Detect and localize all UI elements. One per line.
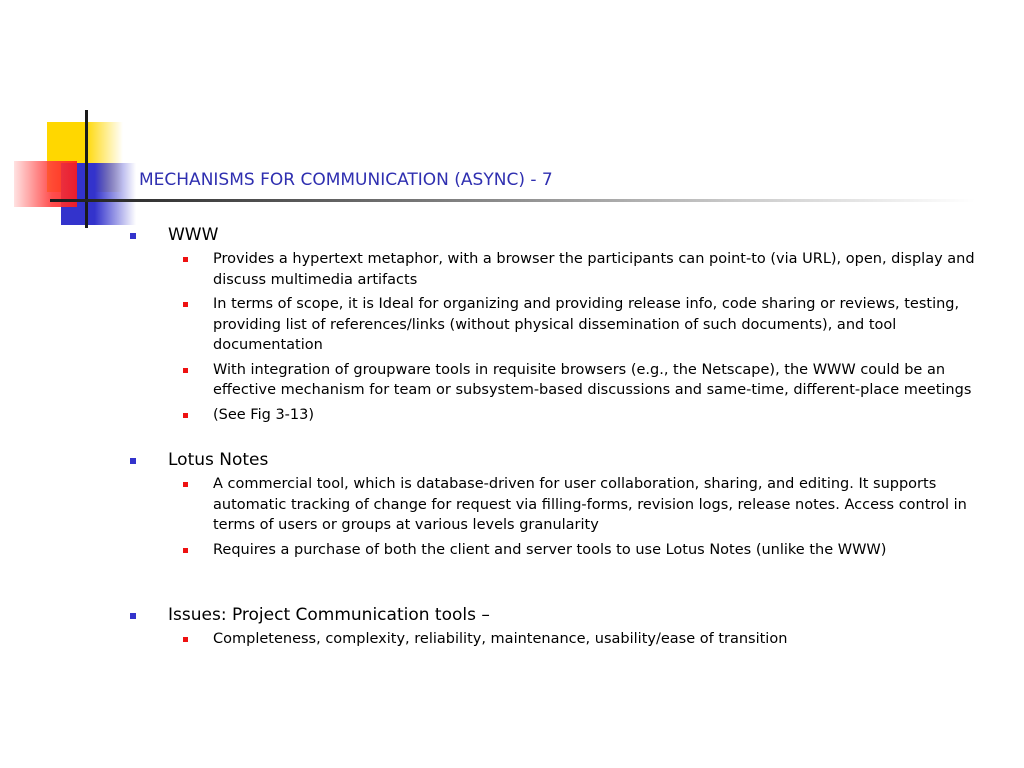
red-square-bullet-icon	[183, 637, 188, 642]
slide-content	[130, 224, 990, 654]
slide-title: MECHANISMS FOR COMMUNICATION (ASYNC) - 7	[139, 170, 553, 190]
sub-bullet-item	[213, 249, 990, 290]
level1-item	[130, 604, 990, 626]
section-heading: Issues: Project Communication tools –	[168, 605, 490, 625]
sub-bullet-text: Requires a purchase of both the client and server tools to use Lotus Notes (unlike the WWW)	[213, 541, 887, 558]
sub-bullet-text: Provides a hypertext metaphor, with a browser the participants can point-to (via URL), open, display and discuss multimedia artifacts	[213, 251, 975, 288]
sub-bullet-item	[213, 360, 990, 401]
title-underline	[50, 199, 975, 202]
blue-square-bullet-icon	[130, 613, 136, 619]
sub-bullet-text: (See Fig 3-13)	[213, 406, 315, 423]
sub-bullet-item	[213, 474, 990, 536]
sub-bullet-item	[213, 294, 990, 356]
section-heading: Lotus Notes	[168, 450, 269, 470]
section-www	[130, 224, 990, 425]
sub-bullet-list	[130, 629, 990, 650]
red-square-bullet-icon	[183, 482, 188, 487]
section-issues	[130, 604, 990, 650]
sub-bullet-text: In terms of scope, it is Ideal for organizing and providing release info, code sharing or reviews, testing, providing list of references/links (without physical dissemination of such documents), and tool documentation	[213, 296, 960, 353]
sub-bullet-list	[130, 474, 990, 560]
blue-square-bullet-icon	[130, 233, 136, 239]
sub-bullet-text: With integration of groupware tools in requisite browsers (e.g., the Netscape), the WWW could be an effective mechanism for team or subsystem-based discussions and same-time, different-place meetings	[213, 361, 972, 398]
sub-bullet-item	[213, 540, 990, 561]
sub-bullet-item	[213, 405, 990, 426]
red-square-bullet-icon	[183, 413, 188, 418]
red-square-bullet-icon	[183, 257, 188, 262]
level1-item	[130, 449, 990, 471]
sub-bullet-text: A commercial tool, which is database-driven for user collaboration, sharing, and editing. It supports automatic tracking of change for request via filling-forms, revision logs, release notes. Access control in terms of users or groups at various levels granularity	[213, 476, 967, 533]
red-square-bullet-icon	[183, 302, 188, 307]
section-heading: WWW	[168, 225, 219, 245]
decorative-vertical-line	[85, 110, 88, 228]
section-lotus-notes	[130, 449, 990, 560]
red-square-bullet-icon	[183, 368, 188, 373]
blue-square-bullet-icon	[130, 458, 136, 464]
sub-bullet-list	[130, 249, 990, 425]
red-square-bullet-icon	[183, 548, 188, 553]
sub-bullet-item	[213, 629, 990, 650]
level1-item	[130, 224, 990, 246]
sub-bullet-text: Completeness, complexity, reliability, maintenance, usability/ease of transition	[213, 631, 788, 647]
